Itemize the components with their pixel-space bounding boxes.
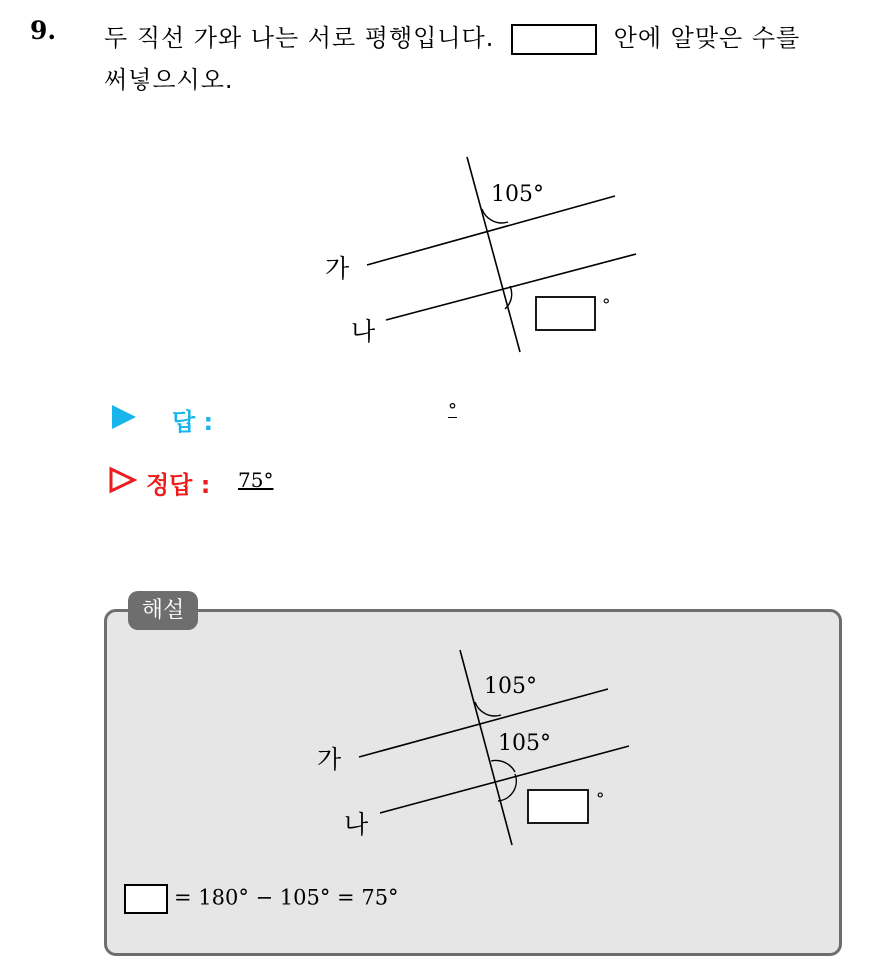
solution-line-b-label: 나	[344, 810, 369, 839]
solution-answer-box	[528, 790, 588, 823]
answer-degree-mark: °	[448, 400, 457, 421]
solution-parallel-line-b	[380, 746, 629, 813]
solution-line-a-label: 가	[317, 745, 342, 774]
line-b-label: 나	[351, 317, 376, 346]
correct-answer-value: 75°	[238, 468, 274, 492]
question-text-part-2: 안에 알맞은 수를	[613, 24, 801, 52]
question-text-part-1: 두 직선 가와 나는 서로 평행입니다.	[104, 24, 495, 52]
equation-box	[124, 884, 168, 914]
answer-label: 답 :	[172, 408, 214, 436]
solution-angle-label-top: 105°	[484, 674, 537, 699]
figure-answer-box	[536, 297, 595, 330]
solution-angle-arc-top	[475, 702, 501, 716]
outline-play-arrow-icon	[108, 466, 138, 494]
solution-angle-label-mid: 105°	[498, 731, 551, 756]
solution-parallel-line-a	[359, 689, 608, 757]
solution-angle-arc-mid	[491, 760, 515, 772]
play-arrow-icon	[110, 403, 138, 431]
angle-arc-105	[482, 209, 508, 223]
question-number: 9.	[30, 16, 57, 45]
line-a-label: 가	[325, 254, 350, 283]
equation-text: = 180° − 105° = 75°	[174, 885, 399, 910]
solution-degree-mark: °	[596, 790, 605, 810]
figure-degree-mark: °	[602, 296, 611, 316]
solution-tab-label: 해설	[128, 591, 198, 630]
angle-label-105: 105°	[491, 182, 544, 207]
question-figure	[0, 0, 884, 400]
question-text-line-2: 써넣으시오.	[104, 66, 234, 94]
solution-equation	[124, 884, 399, 914]
correct-answer-label: 정답 :	[146, 471, 211, 499]
solution-figure	[0, 600, 884, 890]
